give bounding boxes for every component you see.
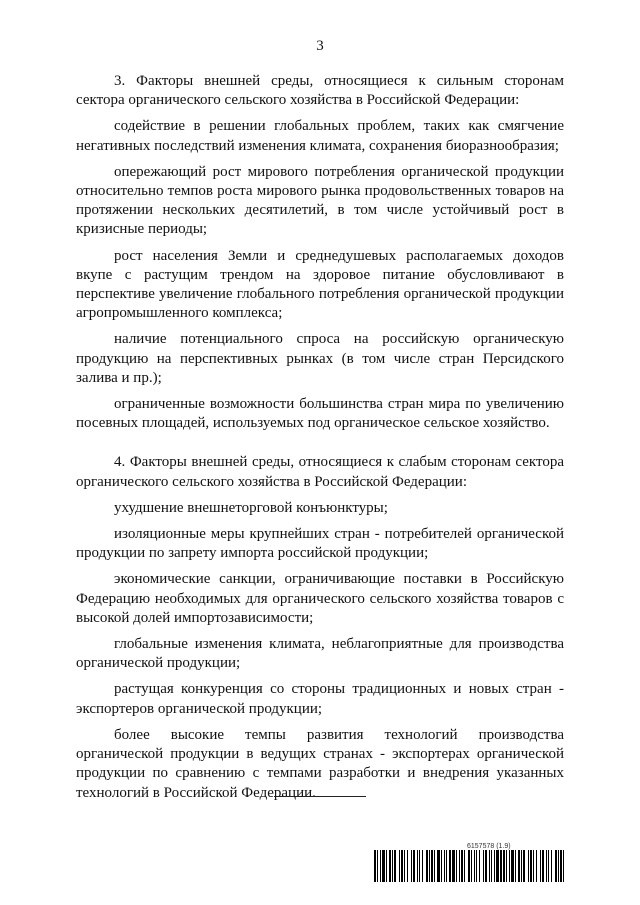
paragraph: 3. Факторы внешней среды, относящиеся к сильным сторонам сектора органического сельского хозяйства в Российской Федерации: (76, 73, 564, 109)
document-body (76, 72, 564, 823)
barcode (374, 850, 564, 882)
document-code: 6157578 (1.9) (467, 843, 511, 850)
page-number: 3 (316, 38, 324, 54)
paragraph: более высокие темпы развития технологий производства органической продукции в ведущих странах - экспортерах органической продукции по сравнению с темпами разработки и внедрения указанных технологий в Российской Федерации. (76, 726, 564, 801)
paragraph: ограниченные возможности большинства стран мира по увеличению посевных площадей, используемых под органическое сельское хозяйство. (76, 396, 564, 432)
paragraph: экономические санкции, ограничивающие поставки в Российскую Федерацию необходимых для органического сельского хозяйства товаров с высокой долей импортозависимости; (76, 571, 564, 626)
paragraph: опережающий рост мирового потребления органической продукции относительно темпов роста мирового рынка продовольственных товаров на протяжении нескольких десятилетий, в том числе устойчивый рост в кризисные периоды; (76, 163, 564, 238)
paragraph: рост населения Земли и среднедушевых располагаемых доходов вкупе с растущим трендом на здоровое питание обусловливают в перспективе увеличение глобального потребления органической продукции агропромышленного комплекса; (76, 247, 564, 322)
footer-separator (274, 796, 366, 797)
paragraph: ухудшение внешнеторговой конъюнктуры; (114, 499, 388, 516)
paragraph: изоляционные меры крупнейших стран - потребителей органической продукции по запрету импорта российской продукции; (76, 526, 564, 562)
paragraph: растущая конкуренция со стороны традиционных и новых стран - экспортеров органической продукции; (76, 681, 564, 717)
paragraph: 4. Факторы внешней среды, относящиеся к слабым сторонам сектора органического сельского хозяйства в Российской Федерации: (76, 454, 564, 490)
section-strengths (76, 72, 564, 433)
paragraph: наличие потенциального спроса на российскую органическую продукцию на перспективных рынках (в том числе стран Персидского залива и пр.); (76, 331, 564, 386)
paragraph: глобальные изменения климата, неблагоприятные для производства органической продукции; (76, 636, 564, 672)
section-weaknesses (76, 453, 564, 802)
paragraph: содействие в решении глобальных проблем, таких как смягчение негативных последствий изменения климата, сохранения биоразнообразия; (76, 118, 564, 154)
